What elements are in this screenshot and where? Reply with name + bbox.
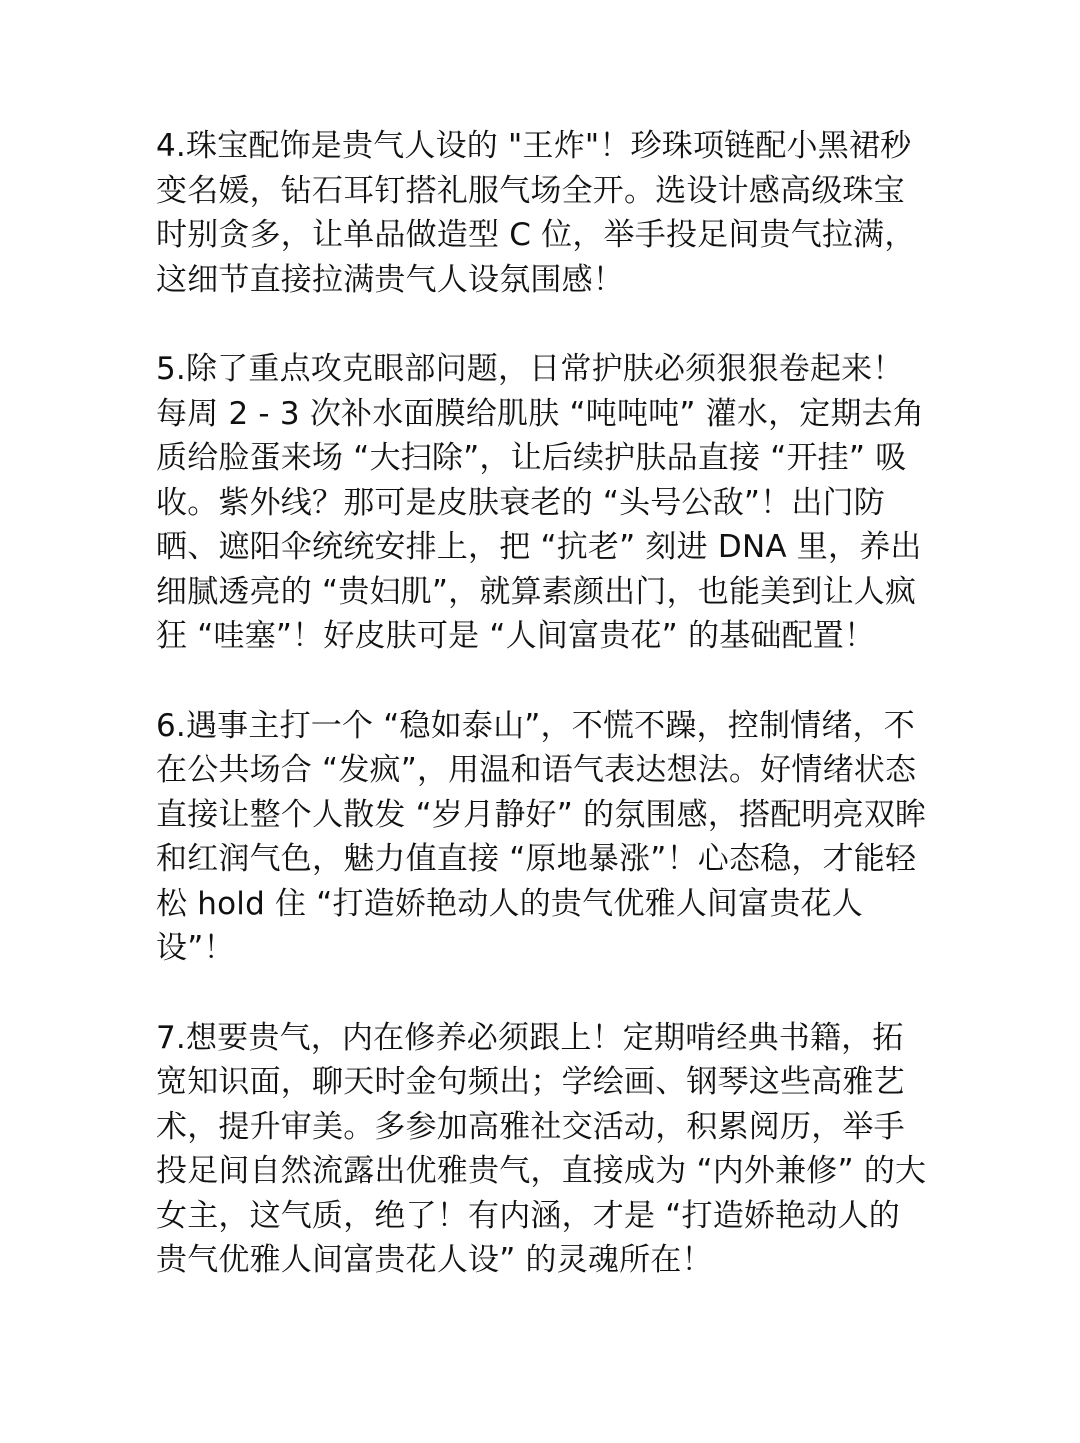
paragraph-5-skincare: 5.除了重点攻克眼部问题，日常护肤必须狠狠卷起来！每周 2 - 3 次补水面膜给肌肤 “吨吨吨” 灌水，定期去角质给脸蛋来场 “大扫除”，让后续护肤品直接 “开挂” 吸收。紫外线？那可是皮肤衰老的 “头号公敌”！出门防晒、遮阳伞统统安排上，把 “抗老” 刻进 DNA 里，养出细腻透亮的 “贵妇肌”，就算素颜出门，也能美到让人疯狂 “哇塞”！好皮肤可是 “人间富贵花” 的基础配置！ (156, 351, 925, 654)
paragraph-7-self-cultivation: 7.想要贵气，内在修养必须跟上！定期啃经典书籍，拓宽知识面，聊天时金句频出；学绘画、钢琴这些高雅艺术，提升审美。多参加高雅社交活动，积累阅历，举手投足间自然流露出优雅贵气，直接成为 “内外兼修” 的大女主，这气质，绝了！有内涵，才是 “打造娇艳动人的贵气优雅人间富贵花人设” 的灵魂所在！ (156, 1019, 927, 1278)
article-body (156, 124, 928, 1283)
paragraph-6-emotions: 6.遇事主打一个 “稳如泰山”，不慌不躁，控制情绪，不在公共场合 “发疯”，用温和语气表达想法。好情绪状态直接让整个人散发 “岁月静好” 的氛围感，搭配明亮双眸和红润气色，魅力值直接 “原地暴涨”！心态稳，才能轻松 hold 住 “打造娇艳动人的贵气优雅人间富贵花人设”！ (156, 707, 927, 966)
paragraph-4-jewelry: 4.珠宝配饰是贵气人设的 "王炸"！珍珠项链配小黑裙秒变名媛，钻石耳钉搭礼服气场全开。选设计感高级珠宝时别贪多，让单品做造型 C 位，举手投足间贵气拉满，这细节直接拉满贵气人设氛围感！ (156, 128, 916, 298)
